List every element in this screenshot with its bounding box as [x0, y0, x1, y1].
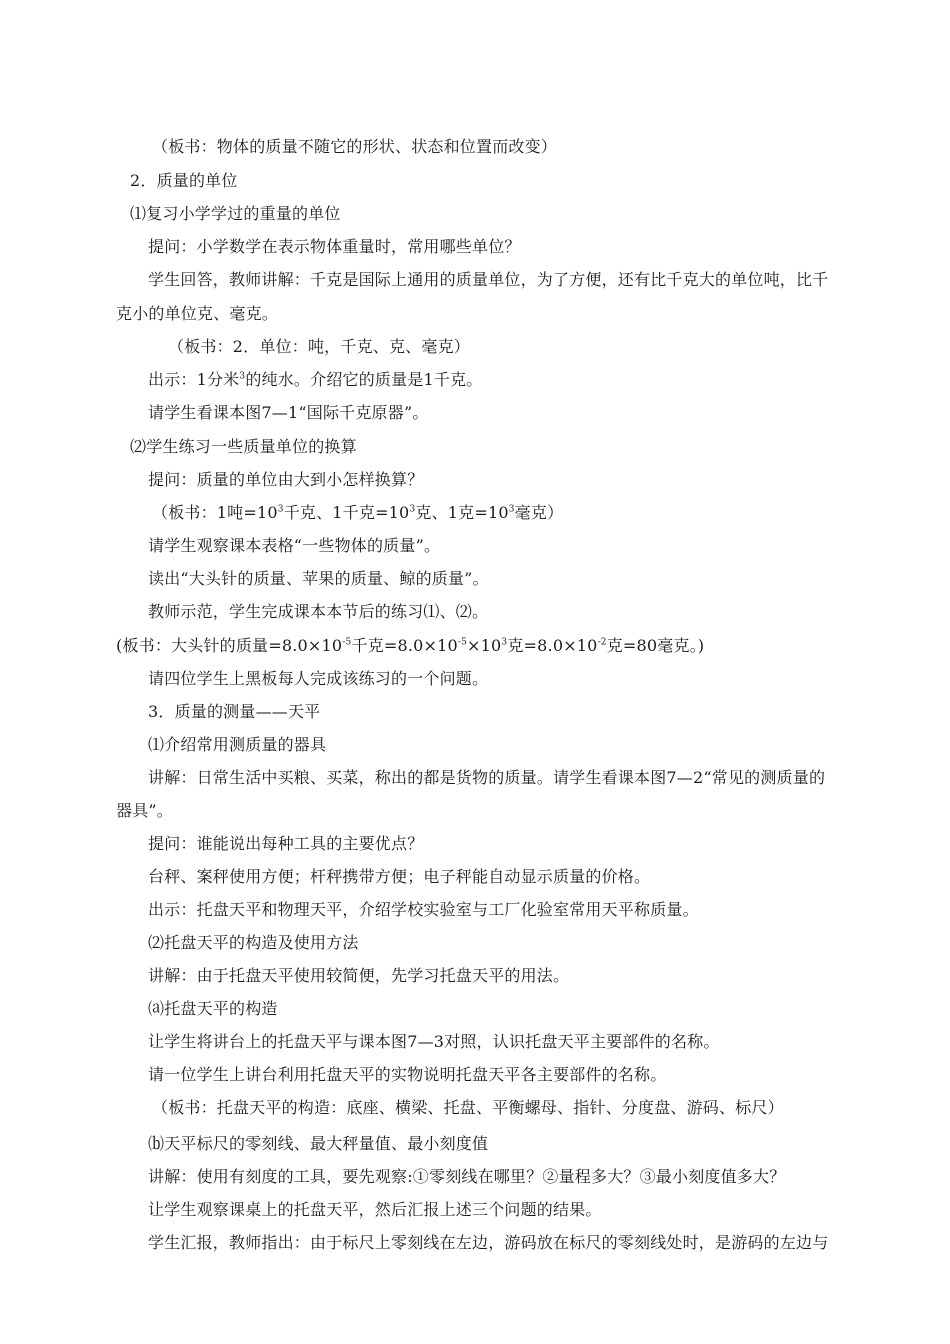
subsection-heading: ⑴复习小学学过的重量的单位	[130, 204, 341, 223]
text-line: 提问：小学数学在表示物体重量时，常用哪些单位？	[148, 237, 521, 256]
subsection-heading: ⒝天平标尺的零刻线、最大秤量值、最小刻度值	[148, 1134, 489, 1153]
superscript: 3	[501, 637, 508, 648]
text-line: 讲解：由于托盘天平使用较简便，先学习托盘天平的用法。	[148, 966, 570, 985]
text-line: 请一位学生上讲台利用托盘天平的实物说明托盘天平各主要部件的名称。	[148, 1065, 667, 1084]
text-line: 台秤、案秤使用方便；杆秤携带方便；电子秤能自动显示质量的价格。	[148, 867, 651, 886]
text-run: 克、1克=10	[415, 503, 509, 522]
text-line: （板书：2．单位：吨，千克、克、毫克）	[168, 337, 470, 356]
text-line	[148, 370, 483, 390]
text-line: （板书：托盘天平的构造：底座、横梁、托盘、平衡螺母、指针、分度盘、游码、标尺）	[152, 1098, 784, 1117]
superscript: 3	[409, 504, 416, 515]
superscript: 3	[508, 504, 515, 515]
text-run: 的纯水。介绍它的质量是1千克。	[245, 370, 483, 389]
text-run: 千克=8.0×10	[351, 636, 458, 655]
superscript: -2	[597, 637, 607, 648]
superscript: -5	[342, 637, 352, 648]
text-line: 提问：谁能说出每种工具的主要优点？	[148, 834, 424, 853]
text-line: （板书：物体的质量不随它的形状、状态和位置而改变）	[152, 137, 558, 156]
text-line	[116, 636, 704, 656]
text-line: 提问：质量的单位由大到小怎样换算？	[148, 470, 424, 489]
text-line: 讲解：日常生活中买粮、买菜，称出的都是货物的质量。请学生看课本图7—2“常见的测质量的	[148, 768, 826, 787]
text-line	[152, 503, 563, 523]
text-line: 学生回答，教师讲解：千克是国际上通用的质量单位，为了方便，还有比千克大的单位吨，比千	[148, 270, 829, 289]
text-run: （板书：1吨=10	[152, 503, 278, 522]
text-line: 学生汇报，教师指出：由于标尺上零刻线在左边，游码放在标尺的零刻线处时，是游码的左边与	[148, 1233, 829, 1252]
text-line: 教师示范，学生完成课本本节后的练习⑴、⑵。	[148, 602, 489, 621]
superscript: -5	[457, 637, 468, 648]
text-line: 请学生观察课本表格“一些物体的质量”。	[148, 536, 441, 555]
subsection-heading: ⑵托盘天平的构造及使用方法	[148, 933, 359, 952]
text-line: 让学生将讲台上的托盘天平与课本图7—3对照，认识托盘天平主要部件的名称。	[148, 1032, 720, 1051]
text-run: 毫克）	[514, 503, 564, 522]
text-line: 读出“大头针的质量、苹果的质量、鲸的质量”。	[148, 569, 489, 588]
superscript: 3	[239, 371, 246, 382]
subsection-heading: ⑴介绍常用测质量的器具	[148, 735, 327, 754]
text-run: 克=8.0×10	[507, 636, 598, 655]
text-run: (板书：大头针的质量=8.0×10	[116, 636, 343, 655]
text-line: 器具”。	[116, 801, 173, 820]
subsection-heading: ⒜托盘天平的构造	[148, 999, 278, 1018]
text-run: 千克、1千克=10	[283, 503, 410, 522]
subsection-heading: ⑵学生练习一些质量单位的换算	[130, 437, 357, 456]
text-run: 克=80毫克。)	[606, 636, 705, 655]
text-line: 克小的单位克、毫克。	[116, 304, 279, 323]
text-line: 让学生观察课桌上的托盘天平，然后汇报上述三个问题的结果。	[148, 1200, 602, 1219]
section-heading: 2．质量的单位	[130, 171, 238, 190]
text-line: 讲解：使用有刻度的工具，要先观察:①零刻线在哪里？②量程多大？③最小刻度值多大？	[148, 1167, 786, 1186]
superscript: 3	[277, 504, 284, 515]
text-line: 请学生看课本图7—1“国际千克原器”。	[148, 403, 429, 422]
text-run: 出示：1分米	[148, 370, 240, 389]
text-line: 请四位学生上黑板每人完成该练习的一个问题。	[148, 669, 489, 688]
section-heading: 3．质量的测量——天平	[148, 702, 321, 721]
text-run: ×10	[467, 636, 502, 655]
text-line: 出示：托盘天平和物理天平，介绍学校实验室与工厂化验室常用天平称质量。	[148, 900, 699, 919]
